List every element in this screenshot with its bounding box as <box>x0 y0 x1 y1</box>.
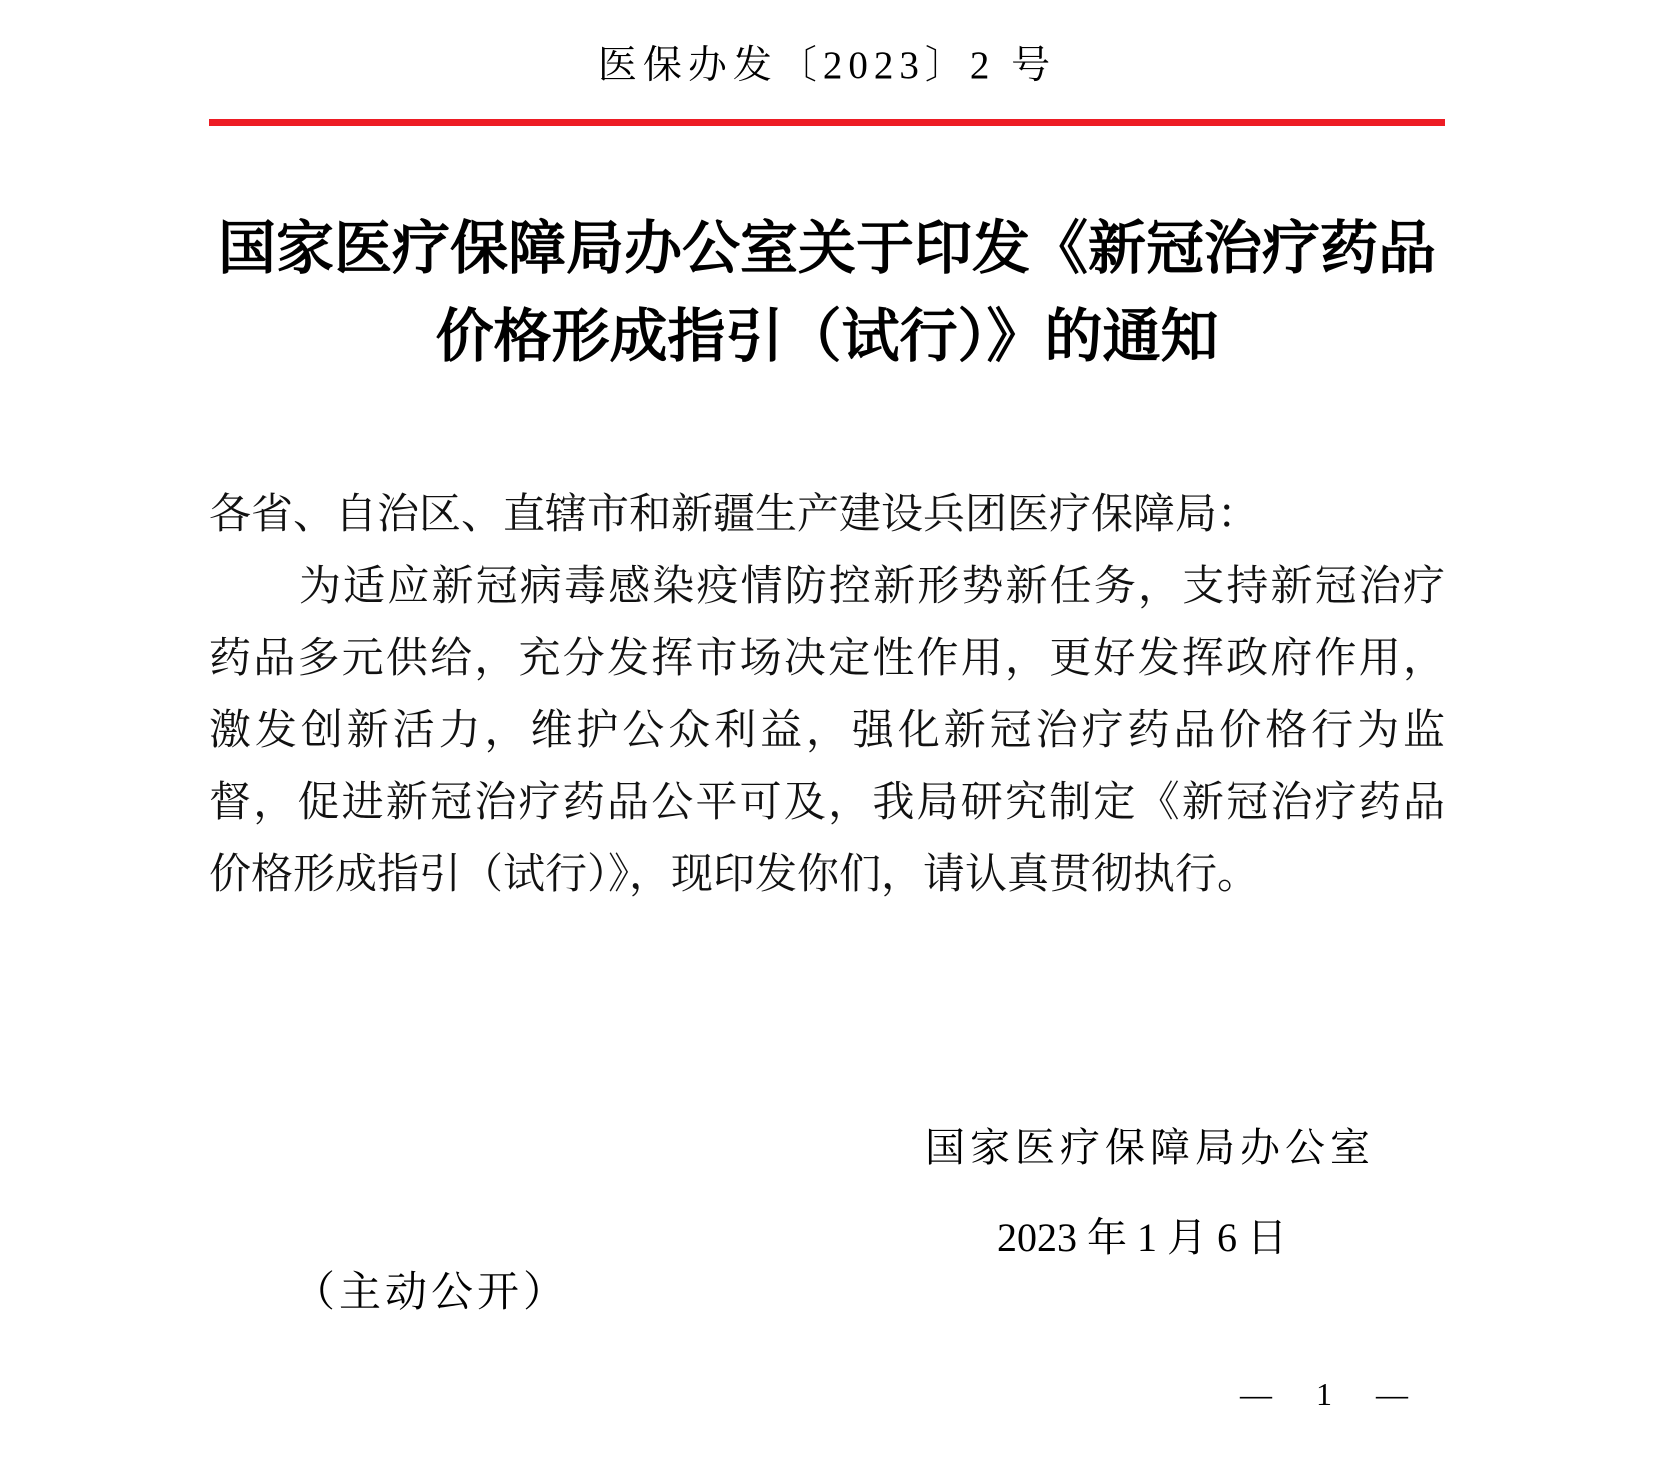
doc-number: 医保办发〔2023〕2 号 <box>597 44 1057 87</box>
paragraph-line: 价格形成指引（试行）》，现印发你们，请认真贯彻执行。 <box>209 852 1260 898</box>
document-title-line2: 价格形成指引（试行）》的通知 <box>435 304 1219 369</box>
document-title-line1: 国家医疗保障局办公室关于印发《新冠治疗药品 <box>217 216 1436 281</box>
signature-date: 2023 年 1 月 6 日 <box>997 1215 1287 1260</box>
disclosure-note: （主动公开） <box>293 1270 570 1316</box>
document-body <box>209 479 1445 911</box>
paragraph-line: 药品多元供给，充分发挥市场决定性作用，更好发挥政府作用， <box>209 636 1445 682</box>
paragraph-line: 为适应新冠病毒感染疫情防控新形势新任务，支持新冠治疗 <box>299 564 1445 610</box>
paragraph-line: 督，促进新冠治疗药品公平可及，我局研究制定《新冠治疗药品 <box>209 780 1445 826</box>
page-number: — 1 — <box>1240 1376 1408 1412</box>
red-separator-rule <box>209 119 1445 126</box>
paragraph-line: 激发创新活力，维护公众利益，强化新冠治疗药品价格行为监 <box>209 708 1445 754</box>
document-title <box>105 205 1549 381</box>
signature-organization: 国家医疗保障局办公室 <box>925 1125 1375 1170</box>
salutation-line: 各省、自治区、直辖市和新疆生产建设兵团医疗保障局： <box>209 492 1260 538</box>
